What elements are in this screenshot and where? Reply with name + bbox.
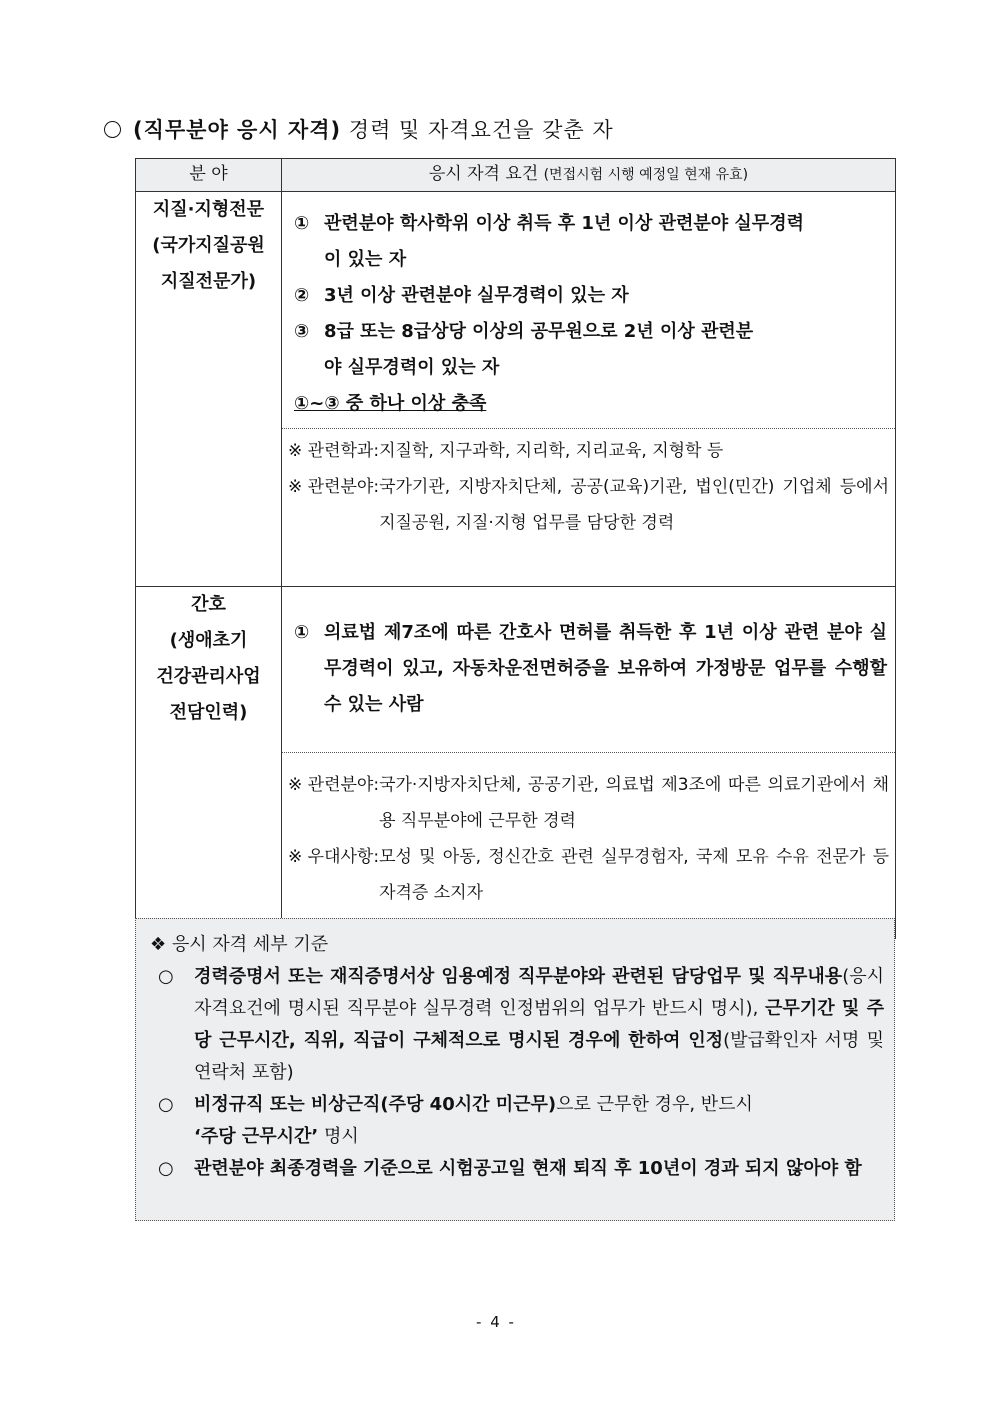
table-header-row [136, 159, 896, 192]
field-line: 지질·지형전문 [152, 199, 265, 220]
header-field: 분 야 [136, 159, 282, 192]
table-row [136, 192, 896, 587]
item-text: 3년 이상 관련분야 실무경력이 있는 자 [324, 285, 629, 306]
field-line: (생애초기 [169, 630, 248, 651]
note-label: ※ 관련분야: [288, 775, 380, 795]
heading-bold: (직무분야 응시 자격) [133, 118, 342, 142]
requirement-items [282, 192, 895, 428]
note-label: ※ 관련분야: [288, 477, 380, 497]
header-requirements-label: 응시 자격 요건 [428, 164, 539, 184]
note-item [288, 433, 889, 469]
plain-text: (응시자격요건에 명시된 직무분야 실무경력 인정범위의 업무가 반드시 명시), [194, 966, 884, 1019]
item-number: ② [294, 285, 310, 306]
requirements-table [135, 158, 896, 939]
condition-text: ①~③ 중 하나 이상 충족 [294, 393, 487, 414]
item-text: 관련분야 학사학위 이상 취득 후 1년 이상 관련분야 실무경력이 있는 자 [324, 213, 804, 270]
list-item [158, 961, 884, 1089]
note-text: 국가·지방자치단체, 공공기관, 의료법 제3조에 따른 의료기관에서 채용 직무분야에 근무한 경력 [379, 775, 889, 831]
list-item [158, 1089, 884, 1153]
bullet-circle-icon: ○ [158, 966, 174, 987]
plain-text: (발급확인자 서명 및 연락처 포함) [194, 1030, 884, 1083]
heading-rest: 경력 및 자격요건을 갖춘 자 [341, 118, 614, 142]
item-number: ① [294, 213, 310, 234]
bold-text: 비정규직 또는 비상근직(주당 40시간 미근무) [194, 1094, 557, 1115]
bold-text: 근무기간 및 주당 근무시간, 직위, 직급이 구체적으로 명시된 경우에 한하여 인정 [194, 998, 884, 1051]
list-item [158, 1153, 884, 1185]
note-text: 모성 및 아동, 정신간호 관련 실무경험자, 국제 모유 수유 전문가 등 자격증 소지자 [379, 847, 889, 903]
field-line: 간호 [191, 594, 226, 615]
criteria-box [135, 918, 895, 1221]
bullet-circle-icon: ○ [158, 1094, 174, 1115]
bold-text: 경력증명서 또는 재직증명서상 임용예정 직무분야와 관련된 담당업무 및 직무내용 [194, 966, 843, 987]
item-number: ① [294, 622, 310, 643]
list-item [294, 615, 887, 723]
page-number: - 4 - [476, 1313, 516, 1331]
table-row [136, 587, 896, 939]
criteria-item-2 [194, 1089, 884, 1153]
notes [282, 428, 895, 545]
field-line: 지질전문가) [160, 271, 257, 292]
field-line: 건강관리사업 [156, 666, 261, 687]
requirement-items [282, 587, 895, 752]
list-item [294, 314, 887, 386]
note-item [288, 839, 889, 911]
list-item [294, 278, 887, 314]
notes [282, 752, 895, 915]
header-requirements [282, 159, 896, 192]
bold-text: ‘주당 근무시간’ [194, 1126, 319, 1147]
note-text: 국가기관, 지방자치단체, 공공(교육)기관, 법인(민간) 기업체 등에서 지질공원, 지질·지형 업무를 담당한 경력 [379, 477, 889, 533]
criteria-item-3: 관련분야 최종경력을 기준으로 시험공고일 현재 퇴직 후 10년이 경과 되지 않아야 함 [194, 1158, 862, 1179]
note-text: 지질학, 지구과학, 지리학, 지리교육, 지형학 등 [379, 441, 724, 461]
list-item [294, 206, 887, 278]
plain-text: 명시 [318, 1126, 359, 1147]
field-geology [136, 192, 282, 587]
circle-bullet-icon [104, 121, 121, 138]
item-text: 8급 또는 8급상당 이상의 공무원으로 2년 이상 관련분야 실무경력이 있는 자 [324, 321, 754, 378]
note-label: ※ 관련학과: [288, 441, 380, 461]
plain-text: 으로 근무한 경우, 반드시 [556, 1094, 753, 1115]
requirements-geology [282, 192, 896, 587]
requirements-nursing [282, 587, 896, 939]
note-label: ※ 우대사항: [288, 847, 380, 867]
item-text: 의료법 제7조에 따른 간호사 면허를 취득한 후 1년 이상 관련 분야 실무경력이 있고, 자동차운전면허증을 보유하여 가정방문 업무를 수행할 수 있는 사람 [324, 622, 887, 715]
criteria-item-1 [194, 961, 884, 1089]
field-line: (국가지질공원 [152, 235, 265, 256]
header-requirements-note: (면접시험 시행 예정일 현재 유효) [543, 167, 749, 183]
criteria-title: ❖ 응시 자격 세부 기준 [150, 934, 329, 955]
field-nursing [136, 587, 282, 939]
field-line: 전담인력) [169, 702, 248, 723]
note-item [288, 469, 889, 541]
section-heading [104, 114, 614, 144]
bullet-circle-icon: ○ [158, 1158, 174, 1179]
note-item [288, 767, 889, 839]
item-number: ③ [294, 321, 310, 342]
